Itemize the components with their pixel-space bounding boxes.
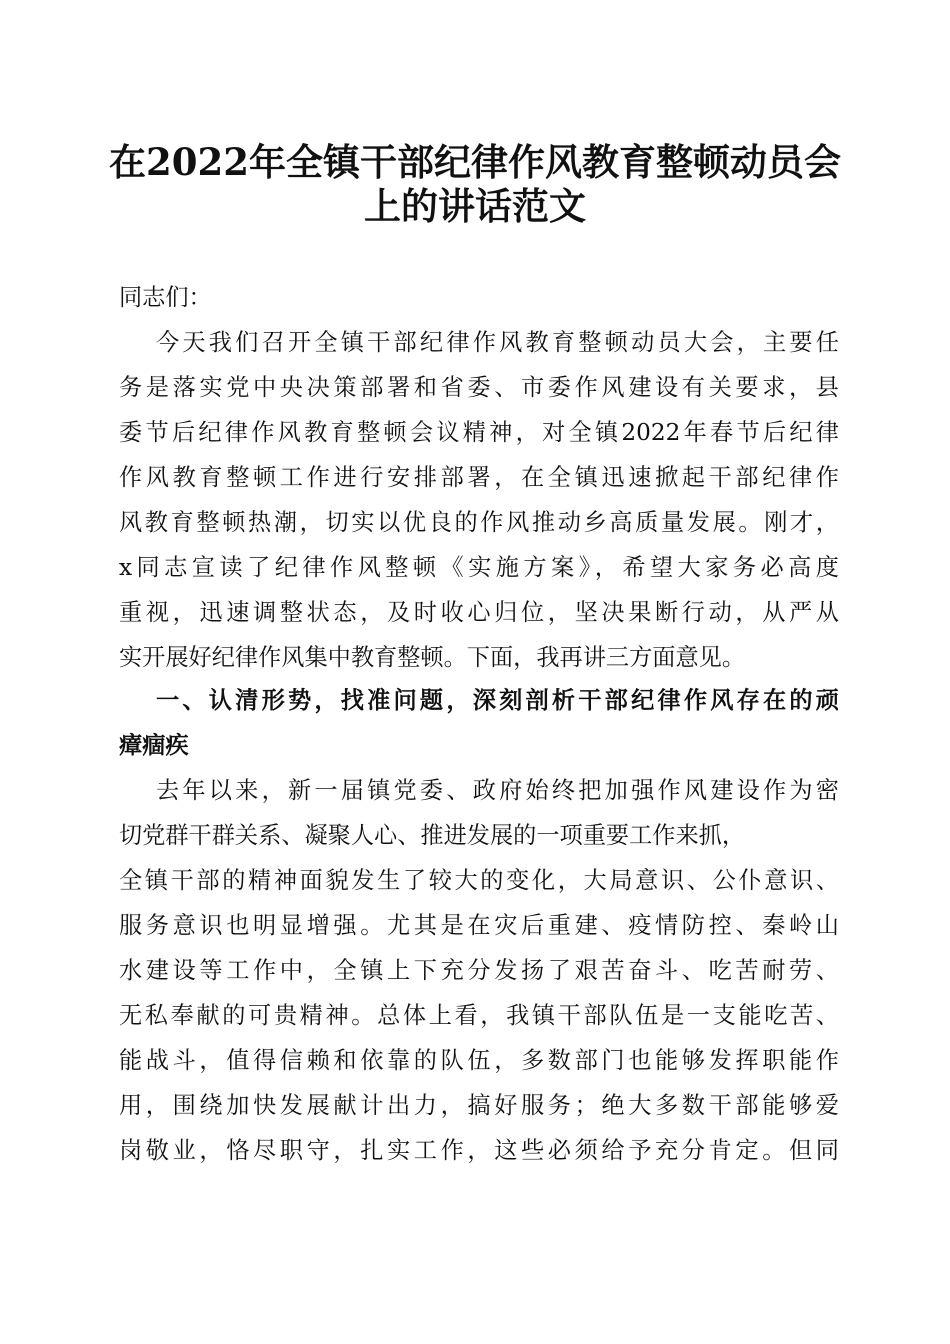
paragraph-1-line: 重视，迅速调整状态，及时收心归位，坚决果断行动，从严从 xyxy=(119,599,839,626)
paragraph-1-line: 务是落实党中央决策部署和省委、市委作风建设有关要求，县 xyxy=(119,374,839,401)
section-heading-line: 瘴痼疾 xyxy=(119,732,189,759)
paragraph-1-line: 委节后纪律作风教育整顿会议精神，对全镇2022年春节后纪律 xyxy=(119,419,839,446)
salutation: 同志们： xyxy=(119,284,212,311)
paragraph-2-line: 全镇干部的精神面貌发生了较大的变化，大局意识、公仆意识、 xyxy=(119,867,839,894)
paragraph-1-line: 风教育整顿热潮，切实以优良的作风推动乡高质量发展。刚才， xyxy=(119,509,839,536)
paragraph-2-line: 水建设等工作中，全镇上下充分发扬了艰苦奋斗、吃苦耐劳、 xyxy=(119,957,839,984)
paragraph-2-line: 无私奉献的可贵精神。总体上看，我镇干部队伍是一支能吃苦、 xyxy=(119,1002,839,1029)
paragraph-1-line: 今天我们召开全镇干部纪律作风教育整顿动员大会，主要任 xyxy=(156,329,839,356)
document-title-line-2: 上的讲话范文 xyxy=(364,184,586,228)
paragraph-2-line: 能战斗，值得信赖和依靠的队伍，多数部门也能够发挥职能作 xyxy=(119,1047,839,1074)
paragraph-1-line: x同志宣读了纪律作风整顿《实施方案》，希望大家务必高度 xyxy=(119,554,839,581)
paragraph-2-line: 切党群干群关系、凝聚人心、推进发展的一项重要工作来抓， xyxy=(119,822,746,849)
paragraph-2-line: 服务意识也明显增强。尤其是在灾后重建、疫情防控、秦岭山 xyxy=(119,912,839,939)
paragraph-2-line: 岗敬业，恪尽职守，扎实工作，这些必须给予充分肯定。但同 xyxy=(119,1137,839,1164)
paragraph-2-line: 用，围绕加快发展献计出力，搞好服务；绝大多数干部能够爱 xyxy=(119,1092,839,1119)
paragraph-2-line: 去年以来，新一届镇党委、政府始终把加强作风建设作为密 xyxy=(156,777,839,804)
paragraph-1-line: 作风教育整顿工作进行安排部署，在全镇迅速掀起干部纪律作 xyxy=(119,464,839,491)
document-title-line-1: 在2022年全镇干部纪律作风教育整顿动员会 xyxy=(109,140,841,184)
section-heading-line: 一、认清形势，找准问题，深刻剖析干部纪律作风存在的顽 xyxy=(156,687,839,714)
paragraph-1-line: 实开展好纪律作风集中教育整顿。下面，我再讲三方面意见。 xyxy=(119,644,746,671)
